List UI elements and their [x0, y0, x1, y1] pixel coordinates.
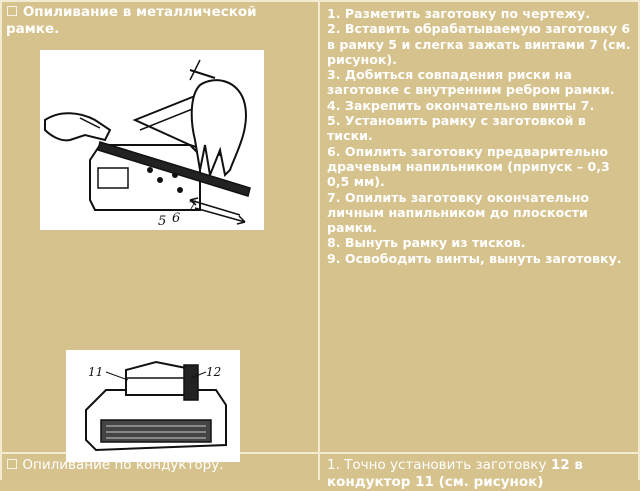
step-5: 5. Установить рамку с заготовкой в тиски.: [327, 113, 586, 144]
figure-label-7: 7: [188, 199, 197, 214]
step-3: 3. Добиться совпадения риски на заготовке с внутренним ребром рамки.: [327, 67, 615, 98]
figure-label-6: 6: [172, 211, 181, 226]
step-4: 4. Закрепить окончательно винты 7.: [327, 97, 595, 113]
row2-step-rest: кондуктор 11 (см. рисунок): [327, 474, 544, 490]
row2-step-bold: 12 в: [550, 457, 583, 473]
jig-filing-illustration: [66, 350, 240, 462]
row2-step-prefix: 1. Точно установить заготовку: [327, 457, 551, 473]
checkbox-icon: ☐: [6, 457, 19, 473]
table-border-left: [0, 0, 2, 480]
figure-label-11: 11: [88, 365, 104, 379]
step-8: 8. Вынуть рамку из тисков.: [327, 235, 526, 251]
row2-steps: [327, 457, 633, 491]
row1-title-text: Опиливание в металлической рамке.: [6, 4, 257, 37]
step-7: 7. Опилить заготовку окончательно личным напильником до плоскости рамки.: [327, 189, 590, 236]
row2-title-text: Опиливание по кондуктору.: [22, 457, 224, 473]
row1-title: [6, 4, 312, 38]
step-6: 6. Опилить заготовку предварительно драчевым напильником (припуск – 0,3 0,5 мм).: [327, 143, 610, 190]
figure-label-12: 12: [206, 365, 222, 379]
row1-steps: [327, 6, 633, 266]
figure-label-5: 5: [158, 214, 167, 229]
jig-filing-drawing: [66, 350, 240, 462]
frame-filing-drawing: [40, 50, 264, 230]
step-9: 9. Освободить винты, вынуть заготовку.: [327, 250, 622, 266]
step-2: 2. Вставить обрабатываемую заготовку 6 в рамку 5 и слегка зажать винтами 7 (см. рисунок).: [327, 21, 631, 67]
checkbox-icon: ☐: [6, 4, 19, 20]
step-1: 1. Разметить заготовку по чертежу.: [327, 6, 590, 21]
row2-title: [6, 457, 312, 474]
table-border-top: [0, 0, 640, 2]
column-divider: [318, 0, 320, 480]
frame-filing-illustration: [40, 50, 264, 230]
